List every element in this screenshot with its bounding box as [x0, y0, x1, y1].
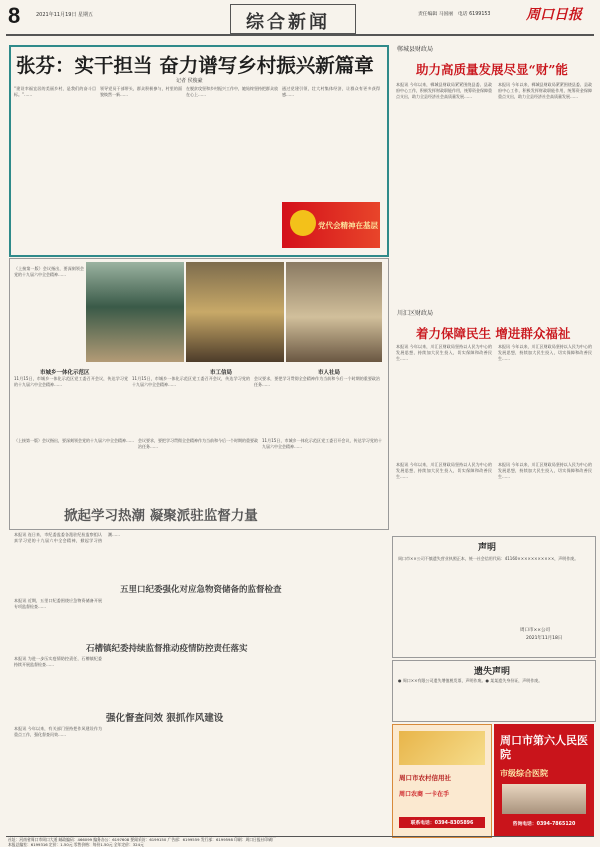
right2-kicker: 川汇区财政局: [397, 310, 434, 317]
article3-body: 本报讯 连日来，市纪委监委各派驻纪检监察组认真学习党的十九届六中全会精神，掀起学习热潮……: [14, 532, 120, 544]
newspaper-logo: 周口日报: [526, 7, 582, 23]
notice1-title: 声明: [478, 543, 497, 553]
right1-col1: 本报讯 今年以来，郸城县财政局紧紧围绕县委、县政府中心工作，积极发挥财政职能作用，统筹资金保障重点支出，助力全县经济社会高质量发展……: [396, 82, 492, 100]
right1-title: 助力高质量发展尽显“财”能: [416, 62, 568, 77]
photo-2: [186, 262, 284, 362]
party-banner: [282, 202, 380, 248]
photo3-caption: 市人社局: [318, 370, 341, 376]
notice1-date: 2021年11月18日: [526, 636, 563, 641]
row2-bottom-col3: 11月15日，市城乡一体化示范区党工委召开会议，传达学习党的十九届六中全会精神……: [262, 438, 382, 450]
page-number: 8: [8, 3, 21, 28]
article5-body: 本报讯 为进一步压实疫情防控责任，石槽镇纪委持续开展监督检查……: [14, 656, 102, 668]
hospital-ad: [494, 724, 594, 836]
bank-slogan: 周口农商 一卡在手: [399, 791, 450, 798]
article4-body: 本报讯 近期，五里口纪委围绕应急物资储备开展专项监督检查……: [14, 598, 102, 610]
right2-col2: 本报讯 今年以来，川汇区财政局坚持以人民为中心的发展思想，持续加大民生投入，切实保障和改善民生……: [498, 344, 592, 362]
right3-col2: 本报讯 今年以来，川汇区财政局坚持以人民为中心的发展思想，持续加大民生投入，切实保障和改善民生……: [498, 462, 592, 480]
hospital-building: [502, 784, 586, 814]
section-title: 综合新闻: [246, 12, 330, 33]
footer-line1: 社址：河南省周口市周口大道 邮政编码：466099 编务办公：6197608 要闻采访：6199150 广告部：6199559 发行部：6199598 印刷：周口日报社印刷厂: [8, 837, 276, 842]
bank-phone: 联系电话：0394-8305896: [399, 817, 485, 828]
lead-title: 张芬：实干担当 奋力谱写乡村振兴新篇章: [16, 54, 374, 77]
photo1-caption: 市城乡一体化示范区: [40, 370, 90, 376]
row2-bottom-col1: （上接第一版）会议指出，要深刻领会党的十九届六中全会精神……: [14, 438, 134, 443]
right1-kicker: 郸城县财政局: [397, 46, 434, 53]
hospital-subtitle: 市级综合医院: [500, 768, 548, 778]
notice1-body: 周口市××公司不慎遗失营业执照正本，统一社会信用代码：41160×××××××××××，声明作废。: [398, 556, 579, 561]
article3-title: 掀起学习热潮 凝聚派驻监督力量: [64, 508, 258, 524]
party-emblem-icon: [290, 210, 316, 236]
footer-line2: 本报总编室：6199316 定价：1.50元 零售价格：每份1.50元 全年定价：324元: [8, 842, 144, 847]
hospital-phone: 咨询电话：0394-7865120: [512, 822, 576, 827]
photo-3: [286, 262, 382, 362]
right3-col1: 本报讯 今年以来，川汇区财政局坚持以人民为中心的发展思想，持续加大民生投入，切实保障和改善民生……: [396, 462, 492, 480]
right2-col1: 本报讯 今年以来，川汇区财政局坚持以人民为中心的发展思想，持续加大民生投入，切实保障和改善民生……: [396, 344, 492, 362]
lead-col4: 通过党建引领，壮大村集体经济，让群众有更多获得感……: [282, 86, 380, 98]
lead-col2: 领导党员干部带头，群众积极参与，村里的面貌焕然一新……: [100, 86, 182, 98]
article4-title: 五里口纪委强化对应急物资储备的监督检查: [120, 585, 282, 595]
row2-col3: 11月15日，市城乡一体化示范区党工委召开会议，传达学习党的十九届六中全会精神……: [132, 376, 250, 388]
notice2-body: ● 周口××有限公司遗失增值税发票，声明作废。● 某某遗失身份证，声明作废。: [398, 678, 543, 683]
date: 2021年11月19日 星期五: [36, 12, 94, 18]
lead-byline: 记者 侯俊豪: [176, 78, 203, 84]
right1-col2: 本报讯 今年以来，郸城县财政局紧紧围绕县委、县政府中心工作，积极发挥财政职能作用，统筹资金保障重点支出，助力全县经济社会高质量发展……: [498, 82, 592, 100]
row2-col1: （上接第一版）会议指出，要深刻领会党的十九届六中全会精神……: [14, 266, 84, 278]
header-rule: [6, 34, 594, 36]
banner-text: 党代会精神在基层: [318, 221, 378, 230]
hospital-title: 周口市第六人民医院: [500, 734, 588, 761]
article6-title: 强化督查问效 狠抓作风建设: [106, 713, 224, 724]
article6-body: 本报讯 今年以来，有关部门坚持把作风建设作为重点工作，强化督查问效……: [14, 726, 102, 738]
photo-1: [86, 262, 184, 362]
lead-col1: “建设幸福宜居的美丽乡村，是我们的奋斗目标。”……: [14, 86, 96, 98]
photo2-caption: 市工信局: [210, 370, 233, 376]
row2-col4: 会议要求，要把学习贯彻全会精神作为当前和今后一个时期的重要政治任务……: [254, 376, 380, 388]
bank-card-graphic: [399, 731, 485, 765]
lead-col3: 在脱贫攻坚和乡村振兴工作中，她始终坚持把群众放在心上……: [186, 86, 278, 98]
bank-ad: [392, 724, 492, 838]
notice2-title: 遗失声明: [474, 667, 511, 677]
editor-credit: 责任编辑 马国丽: [418, 12, 454, 17]
bank-name: 周口市农村信用社: [399, 774, 451, 782]
notice1-sign: 周口市××公司: [520, 628, 551, 633]
right2-title: 着力保障民生 增进群众福祉: [416, 326, 571, 341]
phone: 电话 6199153: [458, 12, 491, 17]
row2-bottom-col2: 会议要求，要把学习贯彻全会精神作为当前和今后一个时期的重要政治任务……: [138, 438, 258, 450]
row2-col2: 11月15日，市城乡一体化示范区党工委召开会议，传达学习党的十九届六中全会精神……: [14, 376, 128, 388]
article5-title: 石槽镇纪委持续监督推动疫情防控责任落实: [86, 644, 248, 654]
